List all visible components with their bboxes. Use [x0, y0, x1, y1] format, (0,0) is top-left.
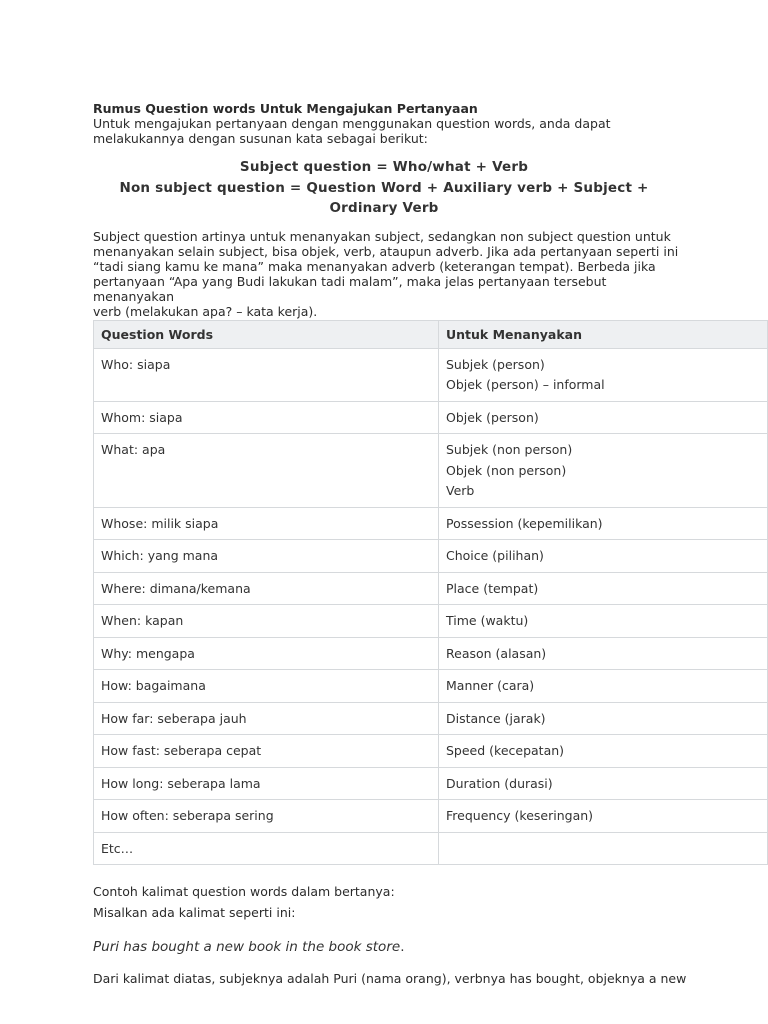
table-row: [94, 605, 768, 638]
document-page: [93, 101, 767, 988]
usage-line: Choice (pilihan): [446, 548, 544, 563]
usage-cell: [439, 832, 768, 865]
example-sentence-period: .: [400, 939, 405, 955]
usage-cell: [439, 348, 768, 401]
question-word-cell: Etc…: [94, 832, 439, 865]
usage-line: Objek (person): [446, 409, 539, 425]
usage-line: Place (tempat): [446, 580, 539, 596]
question-word-cell: Whom: siapa: [94, 401, 439, 434]
usage-line: Duration (durasi): [446, 775, 553, 791]
question-word-cell: How: bagaimana: [94, 670, 439, 703]
table-body: [94, 348, 768, 865]
usage-cell: [439, 735, 768, 768]
usage-line: Time (waktu): [446, 613, 529, 628]
non-subject-question-formula: Non subject question = Question Word + Auxiliary verb + Subject +: [119, 179, 649, 196]
usage-line: Speed (kecepatan): [446, 743, 565, 758]
question-word-cell: Where: dimana/kemana: [94, 572, 439, 605]
question-word-cell: Who: siapa: [94, 348, 439, 401]
non-subject-question-formula-cont: Ordinary Verb: [329, 200, 439, 216]
explanation-line: “tadi siang kamu ke mana” maka menanyakan adverb (keterangan tempat). Berbeda jika: [93, 258, 656, 274]
after-table-text: [93, 881, 767, 923]
usage-cell: [439, 572, 768, 605]
question-word-cell: How long: seberapa lama: [94, 767, 439, 800]
usage-cell: [439, 702, 768, 735]
explanation-line: pertanyaan “Apa yang Budi lakukan tadi malam”, maka jelas pertanyaan tersebut menanyakan: [93, 273, 607, 304]
explanation-line: Subject question artinya untuk menanyakan subject, sedangkan non subject question untuk: [93, 228, 671, 244]
usage-cell: [439, 434, 768, 508]
example-intro-line: Misalkan ada kalimat seperti ini:: [93, 905, 296, 920]
formula-block: [93, 157, 675, 219]
usage-cell: [439, 401, 768, 434]
usage-line: Reason (alasan): [446, 645, 547, 661]
table-row: [94, 767, 768, 800]
table-row: [94, 637, 768, 670]
subject-question-formula: Subject question = Who/what + Verb: [239, 159, 529, 175]
intro-line: Untuk mengajukan pertanyaan dengan menggunakan question words, anda dapat: [93, 116, 611, 131]
table-header-row: [94, 320, 768, 348]
section-heading: Rumus Question words Untuk Mengajukan Pertanyaan: [93, 101, 478, 116]
usage-line: Objek (person) – informal: [446, 377, 605, 392]
intro-paragraph: [93, 116, 613, 146]
question-word-cell: How fast: seberapa cepat: [94, 735, 439, 768]
table-row: [94, 572, 768, 605]
usage-cell: [439, 670, 768, 703]
usage-line: Possession (kepemilikan): [446, 515, 603, 531]
usage-cell: [439, 507, 768, 540]
example-sentence-text: Puri has bought a new book in the book store: [93, 939, 401, 955]
question-word-cell: Whose: milik siapa: [94, 507, 439, 540]
analysis-paragraph: Dari kalimat diatas, subjeknya adalah Puri (nama orang), verbnya has bought, objeknya a new: [93, 971, 687, 986]
example-sentence: [93, 938, 767, 956]
question-words-table: [93, 320, 768, 866]
table-row: [94, 735, 768, 768]
explanation-paragraph: [93, 229, 683, 319]
usage-line: Subjek (person): [446, 356, 545, 372]
table-row: [94, 702, 768, 735]
question-word-cell: When: kapan: [94, 605, 439, 638]
table-row: [94, 832, 768, 865]
table-row: [94, 540, 768, 573]
example-intro-line: Contoh kalimat question words dalam bertanya:: [93, 884, 395, 899]
usage-cell: [439, 540, 768, 573]
usage-cell: [439, 767, 768, 800]
intro-line: melakukannya dengan susunan kata sebagai berikut:: [93, 131, 428, 146]
question-word-cell: How often: seberapa sering: [94, 800, 439, 833]
usage-line: Verb: [446, 483, 475, 498]
table-row: [94, 507, 768, 540]
usage-cell: [439, 800, 768, 833]
question-word-cell: How far: seberapa jauh: [94, 702, 439, 735]
usage-line: Manner (cara): [446, 678, 535, 693]
usage-line: Objek (non person): [446, 462, 567, 478]
table-row: [94, 800, 768, 833]
table-row: [94, 348, 768, 401]
table-row: [94, 670, 768, 703]
usage-line: Distance (jarak): [446, 710, 546, 726]
usage-line: Subjek (non person): [446, 442, 573, 457]
explanation-line: menanyakan selain subject, bisa objek, verb, ataupun adverb. Jika ada pertanyaan seperti ini: [93, 243, 679, 259]
question-word-cell: Why: mengapa: [94, 637, 439, 670]
usage-cell: [439, 637, 768, 670]
explanation-line: verb (melakukan apa? – kata kerja).: [93, 303, 318, 319]
question-word-cell: What: apa: [94, 434, 439, 508]
usage-line: Frequency (keseringan): [446, 808, 594, 823]
header-untuk-menanyakan: Untuk Menanyakan: [439, 320, 768, 348]
table-row: [94, 401, 768, 434]
header-question-words: Question Words: [94, 320, 439, 348]
question-word-cell: Which: yang mana: [94, 540, 439, 573]
table-row: [94, 434, 768, 508]
usage-cell: [439, 605, 768, 638]
